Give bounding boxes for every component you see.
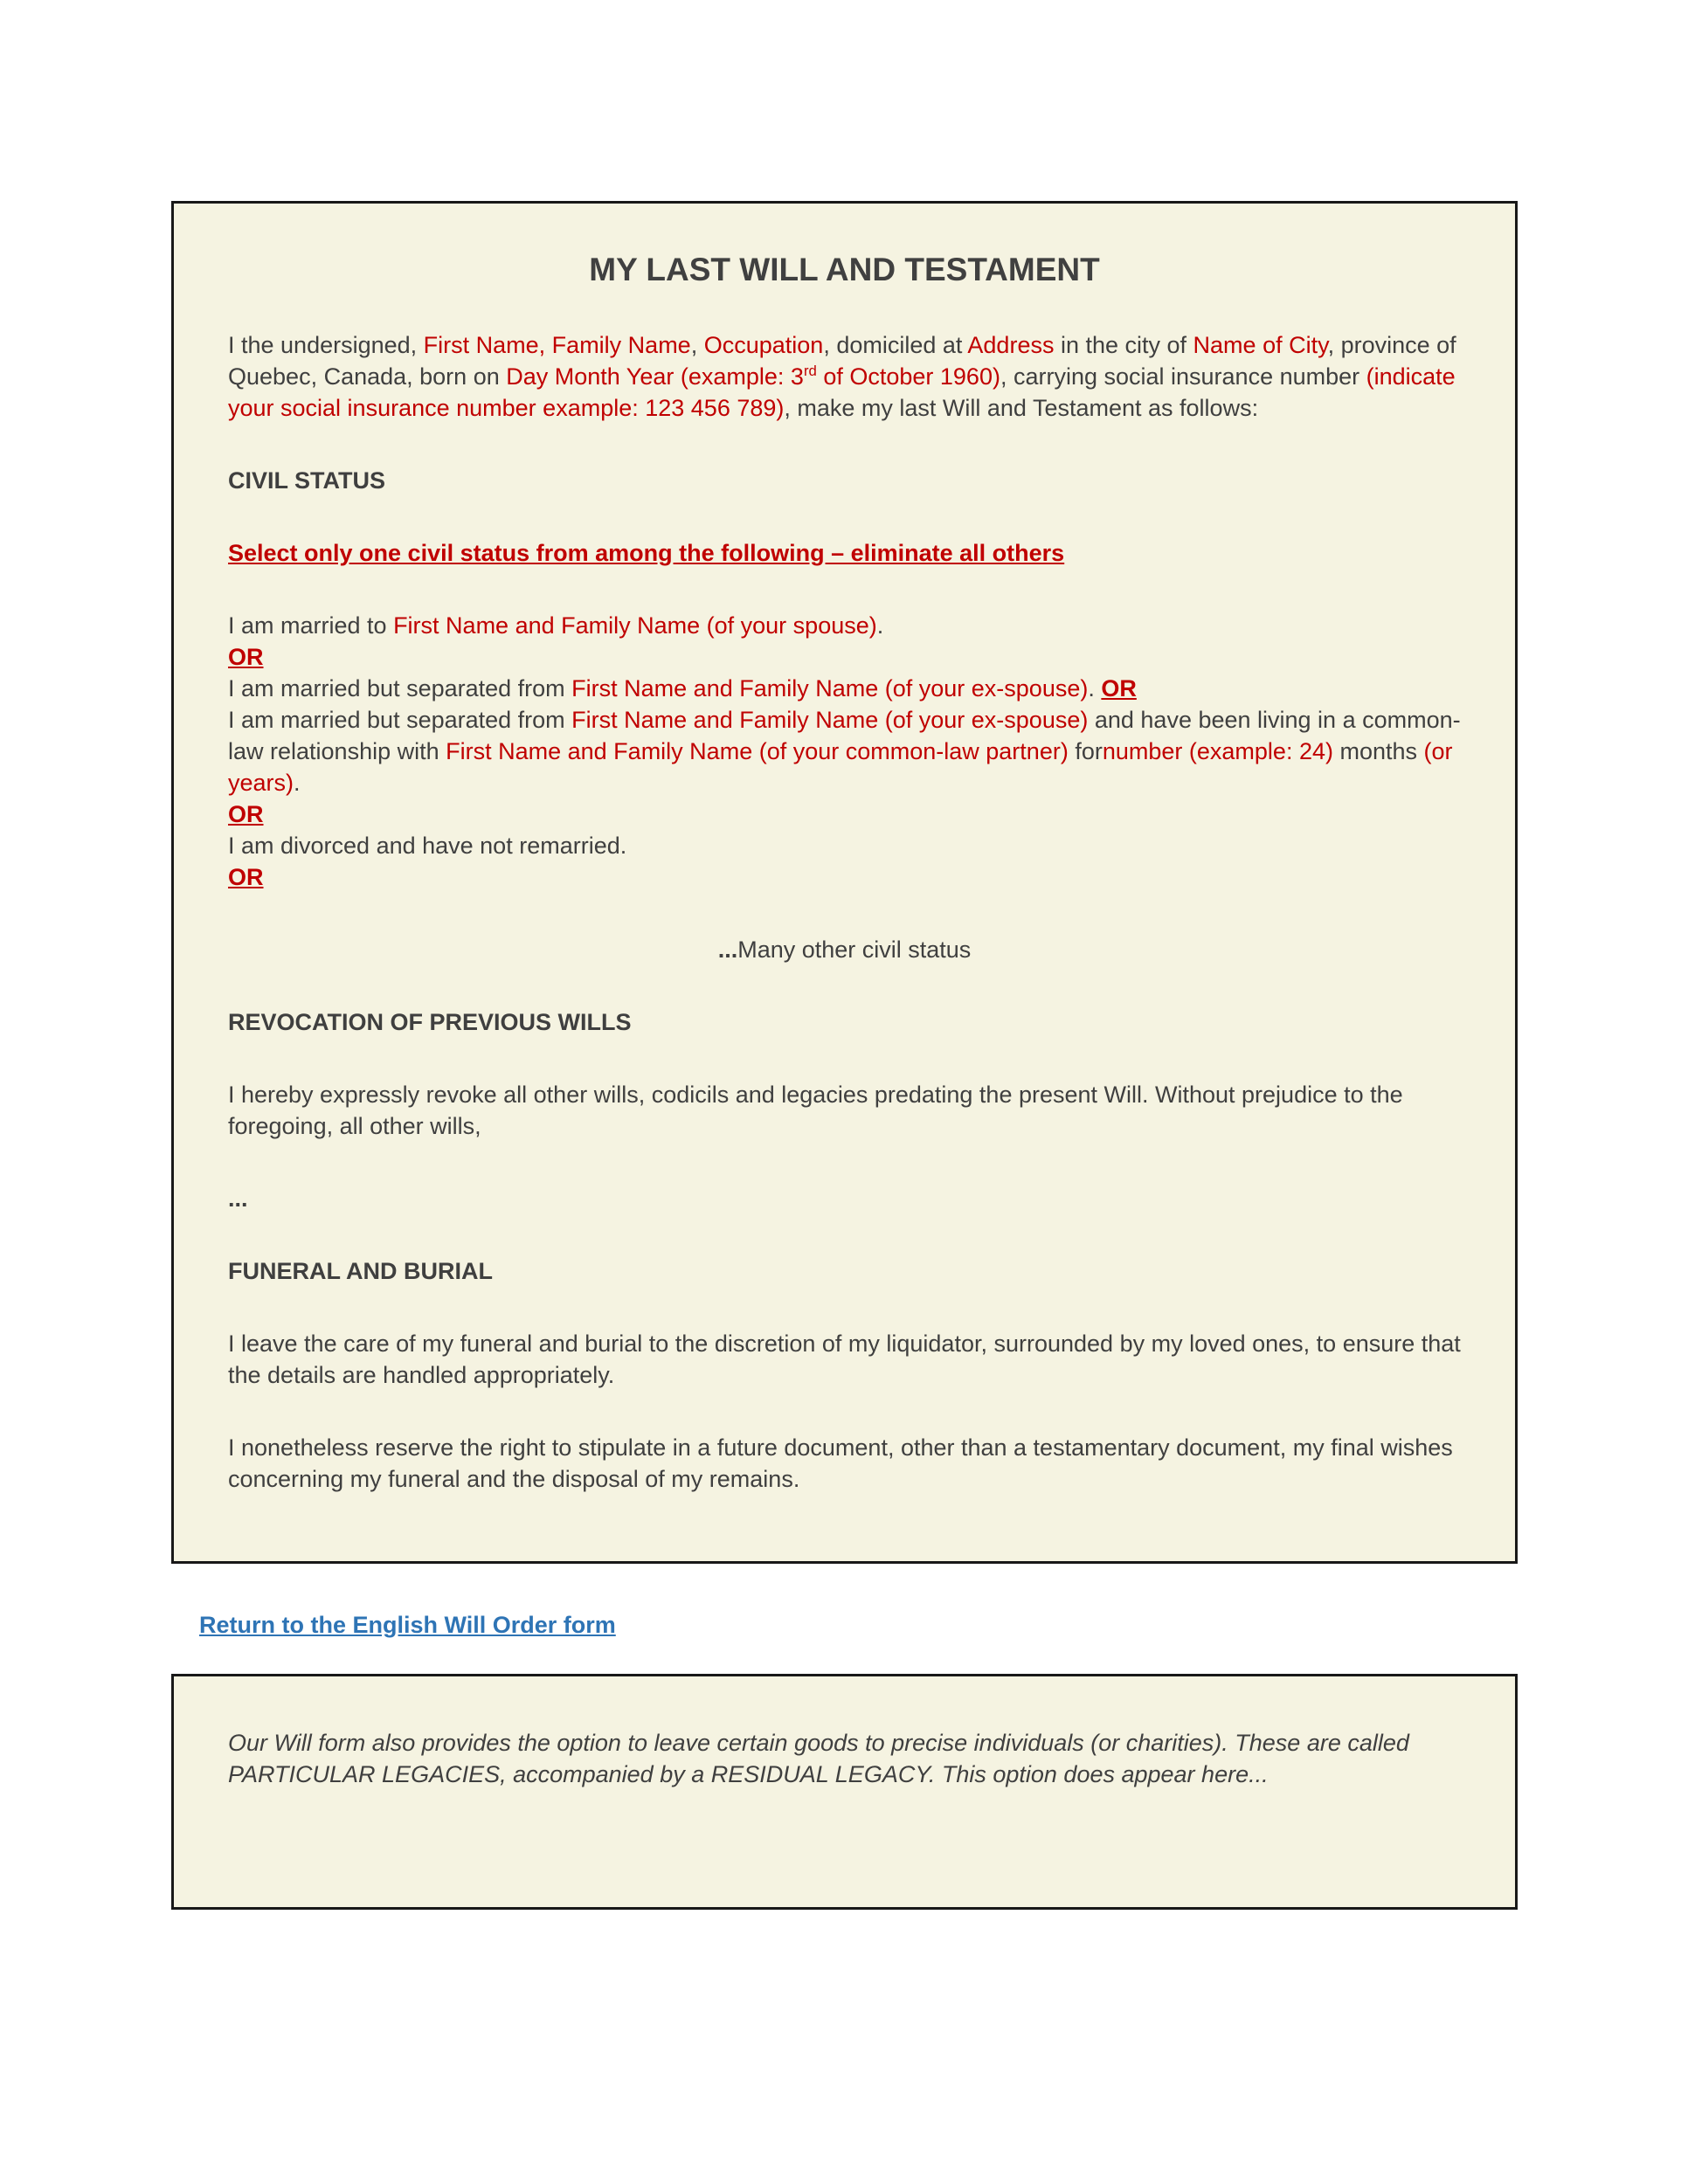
or-separator: OR xyxy=(228,801,264,827)
document-title: MY LAST WILL AND TESTAMENT xyxy=(589,252,1100,287)
particular-legacies-note-text: Our Will form also provides the option to leave certain goods to precise individuals (or charities). These are called PARTICULAR LEGACIES, accompanied by a RESIDUAL LEGACY. This option does appear here... xyxy=(228,1730,1409,1787)
funeral-heading: FUNERAL AND BURIAL xyxy=(228,1258,493,1284)
will-document-box xyxy=(171,201,1518,1564)
civil-status-instruction: Select only one civil status from among the following – eliminate all others xyxy=(228,540,1065,566)
civil-status-heading: CIVIL STATUS xyxy=(228,467,386,494)
particular-legacies-note-box xyxy=(171,1674,1518,1910)
other-civil-status-note: ...Many other civil status xyxy=(717,936,972,963)
civil-status-option-divorced: I am divorced and have not remarried. xyxy=(228,833,627,859)
return-to-order-form-link[interactable]: Return to the English Will Order form xyxy=(199,1612,616,1638)
civil-status-option-separated: I am married but separated from First Name and Family Name (of your ex-spouse). OR xyxy=(228,675,1137,702)
funeral-paragraph-2: I nonetheless reserve the right to stipulate in a future document, other than a testamentary document, my final wishes concerning my funeral and the disposal of my remains. xyxy=(228,1434,1453,1492)
funeral-paragraph-1: I leave the care of my funeral and burial to the discretion of my liquidator, surrounded by my loved ones, to ensure that the details are handled appropriately. xyxy=(228,1330,1461,1388)
revocation-heading: REVOCATION OF PREVIOUS WILLS xyxy=(228,1009,632,1035)
intro-paragraph: I the undersigned, First Name, Family Name, Occupation, domiciled at Address in the city of Name of City, province of Quebec, Canada, born on Day Month Year (example: 3rd of October 1960), carrying social insurance number (indicate your social insurance number example: 123 456 789), make my last Will and Testament as follows: xyxy=(228,332,1456,421)
ellipsis-line: ... xyxy=(228,1185,248,1212)
or-separator: OR xyxy=(228,644,264,670)
civil-status-option-married: I am married to First Name and Family Name (of your spouse). xyxy=(228,612,884,639)
or-separator: OR xyxy=(228,864,264,890)
civil-status-options xyxy=(228,610,1461,893)
revocation-paragraph: I hereby expressly revoke all other wills, codicils and legacies predating the present Will. Without prejudice to the foregoing, all other wills, xyxy=(228,1082,1403,1139)
civil-status-option-common-law: I am married but separated from First Name and Family Name (of your ex-spouse) and have been living in a common-law relationship with First Name and Family Name (of your common-law partner) fornumber (example: 24) months (or years). xyxy=(228,707,1461,796)
